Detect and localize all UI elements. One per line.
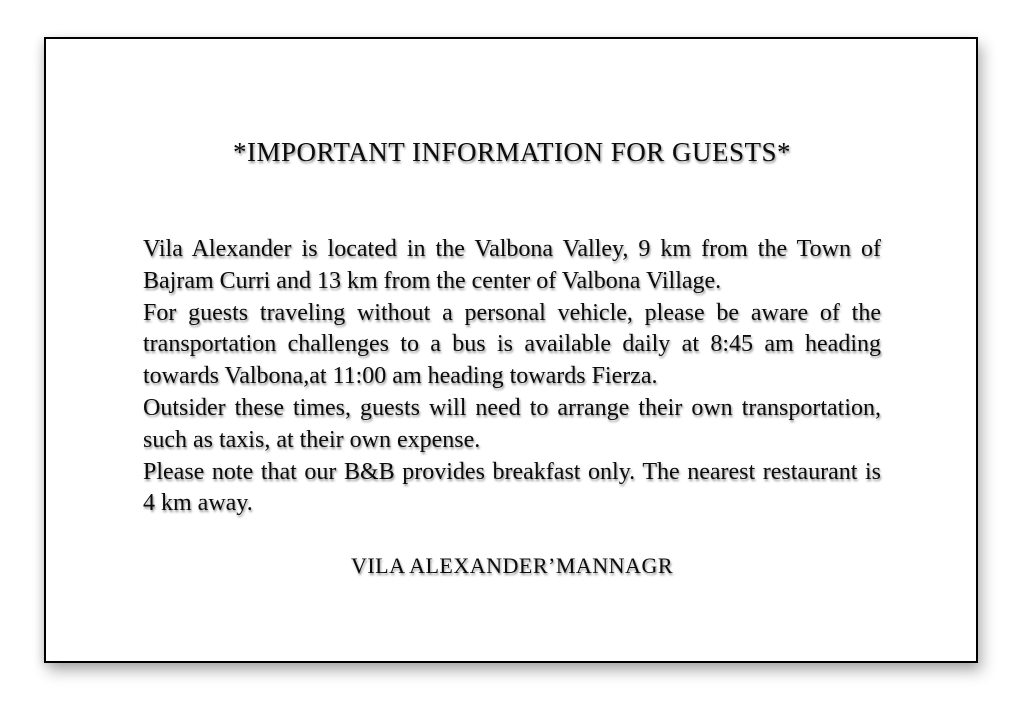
notice-paragraph-breakfast: Please note that our B&B provides breakfast only. The nearest restaurant is 4 km away. [143,458,881,517]
notice-signature: VILA ALEXANDER’MANNAGR [350,553,674,579]
notice-card [44,37,978,663]
notice-content [143,39,881,579]
notice-paragraph-transport: For guests traveling without a personal vehicle, please be aware of the transportation challenges to a bus is available daily at 8:45 am heading towards Valbona,at 11:00 am heading towards Fierza. [143,299,881,390]
notice-paragraph-taxis: Outsider these times, guests will need to arrange their own transportation, such as taxis, at their own expense. [143,394,881,453]
notice-body [143,234,881,520]
notice-title: *IMPORTANT INFORMATION FOR GUESTS* [232,137,792,167]
notice-paragraph-location: Vila Alexander is located in the Valbona Valley, 9 km from the Town of Bajram Curri and 13 km from the center of Valbona Village. [143,236,881,294]
